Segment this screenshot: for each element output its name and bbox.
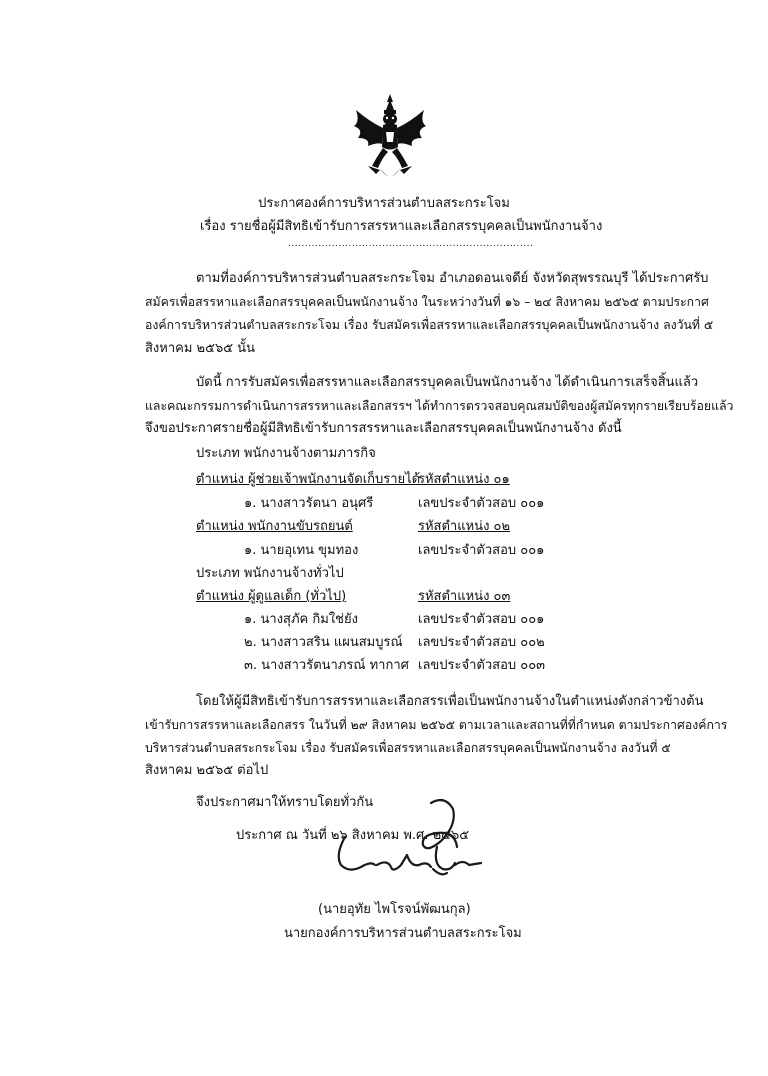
position-code: รหัสตำแหน่ง ๐๓ xyxy=(418,589,511,604)
candidate-name: ๑. นายอุเทน ขุมทอง xyxy=(244,543,359,558)
category-heading: ประเภท พนักงานจ้างตามภารกิจ xyxy=(196,446,376,461)
paragraph-3-line: โดยให้ผู้มีสิทธิเข้ารับการสรรหาและเลือกสรรเพื่อเป็นพนักงานจ้างในตำแหน่งดังกล่าวข้างต้น xyxy=(196,694,704,709)
paragraph-2-line: จึงขอประกาศรายชื่อผู้มีสิทธิเข้ารับการสรรหาและเลือกสรรบุคคลเป็นพนักงานจ้าง ดังนี้ xyxy=(145,421,622,436)
paragraph-3-line: เข้ารับการสรรหาและเลือกสรร ในวันที่ ๒๙ สิงหาคม ๒๕๖๕ ตามเวลาและสถานที่ที่กำหนด ตามประกาศองค์การ xyxy=(145,718,728,732)
paragraph-1-line: สิงหาคม ๒๕๖๕ นั้น xyxy=(145,341,255,356)
candidate-exam-number: เลขประจำตัวสอบ ๐๐๑ xyxy=(418,496,545,511)
position-title: ตำแหน่ง พนักงานขับรถยนต์ xyxy=(196,519,353,534)
signature-image xyxy=(305,795,495,895)
candidate-name: ๒. นางสาวสริน แผนสมบูรณ์ xyxy=(244,635,403,650)
candidate-exam-number: เลขประจำตัวสอบ ๐๐๒ xyxy=(418,635,545,650)
announcement-title: ประกาศองค์การบริหารส่วนตำบลสระกระโจม xyxy=(258,196,510,211)
position-title: ตำแหน่ง ผู้ดูแลเด็ก (ทั่วไป) xyxy=(196,589,347,604)
paragraph-1-line: ตามที่องค์การบริหารส่วนตำบลสระกระโจม อำเภอดอนเจดีย์ จังหวัดสุพรรณบุรี ได้ประกาศรับ xyxy=(196,271,709,286)
header-divider: ......................................................................... xyxy=(288,239,534,249)
paragraph-2-line: และคณะกรรมการดำเนินการสรรหาและเลือกสรรฯ ได้ทำการตรวจสอบคุณสมบัติของผู้สมัครทุกรายเรียบร้อยแล้ว xyxy=(145,399,734,413)
paragraph-3-line: บริหารส่วนตำบลสระกระโจม เรื่อง รับสมัครเพื่อสรรหาและเลือกสรรบุคคลเป็นพนักงานจ้าง ลงวันที่ ๕ xyxy=(145,741,671,755)
closing-statement: จึงประกาศมาให้ทราบโดยทั่วกัน xyxy=(196,795,374,810)
position-code: รหัสตำแหน่ง ๐๑ xyxy=(418,472,510,487)
announcement-date: ประกาศ ณ วันที่ ๒๖ สิงหาคม พ.ศ. ๒๕๖๕ xyxy=(236,828,470,843)
candidate-exam-number: เลขประจำตัวสอบ ๐๐๑ xyxy=(418,612,545,627)
category-heading: ประเภท พนักงานจ้างทั่วไป xyxy=(196,566,344,581)
candidate-exam-number: เลขประจำตัวสอบ ๐๐๑ xyxy=(418,543,545,558)
candidate-name: ๓. นางสาวรัตนาภรณ์ ทากาศ xyxy=(244,658,409,673)
signer-name: (นายอุทัย ไพโรจน์พัฒนกุล) xyxy=(318,902,471,917)
paragraph-2-line: บัดนี้ การรับสมัครเพื่อสรรหาและเลือกสรรบุคคลเป็นพนักงานจ้าง ได้ดำเนินการเสร็จสิ้นแล้ว xyxy=(196,375,699,390)
announcement-subject: เรื่อง รายชื่อผู้มีสิทธิเข้ารับการสรรหาและเลือกสรรบุคคลเป็นพนักงานจ้าง xyxy=(200,219,603,234)
candidate-name: ๑. นางสุภัค กิมใช่ยัง xyxy=(244,612,358,627)
position-title: ตำแหน่ง ผู้ช่วยเจ้าพนักงานจัดเก็บรายได้ xyxy=(196,472,421,487)
paragraph-3-line: สิงหาคม ๒๕๖๕ ต่อไป xyxy=(145,763,269,778)
candidate-name: ๑. นางสาวรัตนา อนุศรี xyxy=(244,496,374,511)
position-code: รหัสตำแหน่ง ๐๒ xyxy=(418,519,511,534)
garuda-emblem xyxy=(350,92,430,184)
signer-title: นายกองค์การบริหารส่วนตำบลสระกระโจม xyxy=(284,926,522,941)
paragraph-1-line: องค์การบริหารส่วนตำบลสระกระโจม เรื่อง รับสมัครเพื่อสรรหาและเลือกสรรบุคคลเป็นพนักงานจ้าง ลงวันที่ ๕ xyxy=(145,318,714,332)
paragraph-1-line: สมัครเพื่อสรรหาและเลือกสรรบุคคลเป็นพนักงานจ้าง ในระหว่างวันที่ ๑๖ – ๒๔ สิงหาคม ๒๕๖๕ ตามประกาศ xyxy=(145,295,709,309)
candidate-exam-number: เลขประจำตัวสอบ ๐๐๓ xyxy=(418,658,546,673)
